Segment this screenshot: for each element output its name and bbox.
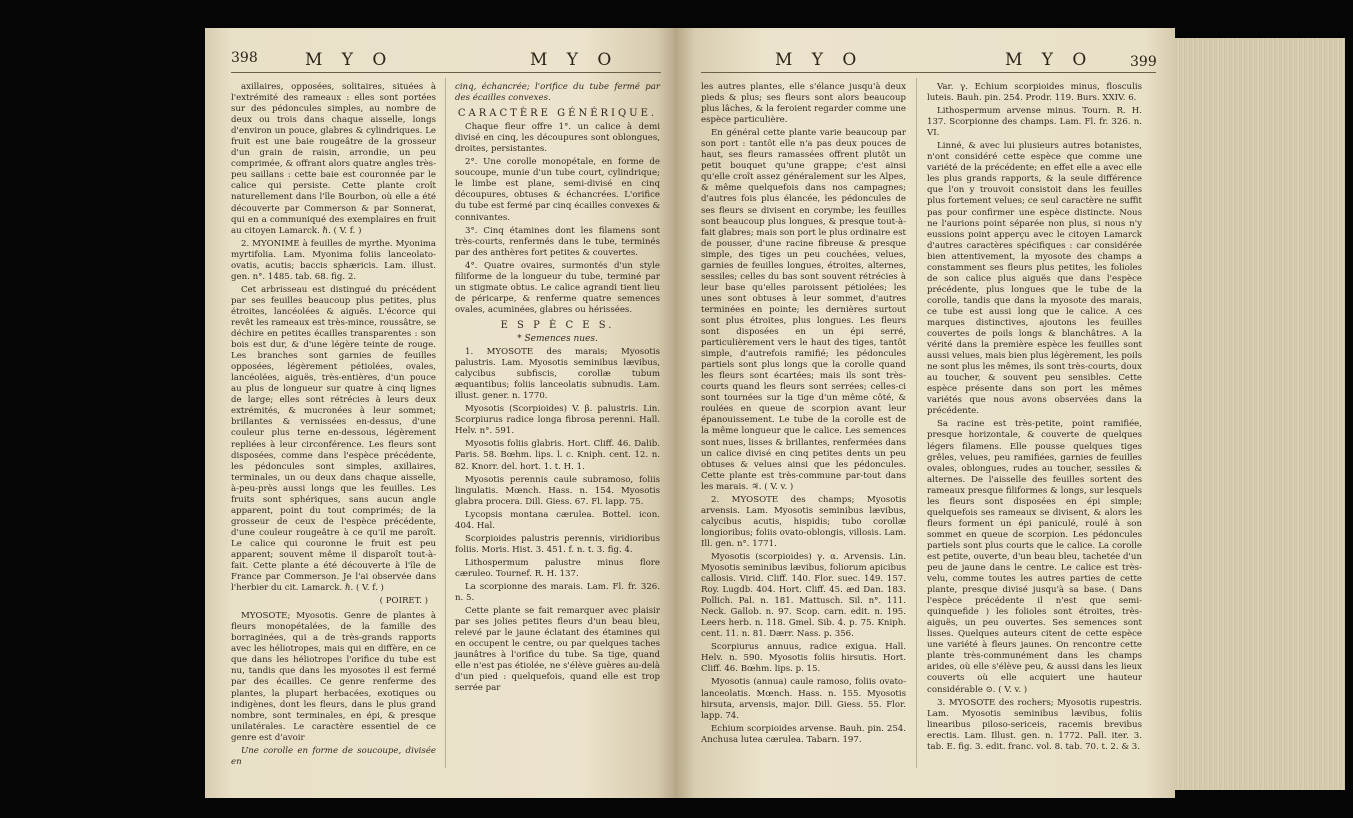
paragraph: Myosotis (annua) caule ramoso, foliis ovato-lanceolatis. Mœnch. Hass. n. 155. Myosotis hirsuta, arvensis, major. Dill. Giess. 55. Flor. lapp. 74. [701,677,906,721]
paragraph: Chaque fleur offre 1°. un calice à demi divisé en cinq, les découpures sont oblongues, droites, persistantes. [455,122,660,155]
right-page-column-2 [927,82,1142,755]
paragraph: 3. MYOSOTE des rochers; Myosotis rupestris. Lam. Myosotis seminibus lævibus, foliis linearibus piloso-sericeis, racemis brevibus erectis. Lam. Illust. gen. n. 1772. Pall. iter. 3. tab. E. fig. 3. edit. franc. vol. 8. tab. 70. t. 2. & 3. [927,697,1142,752]
page-number-left: 398 [231,50,258,66]
running-head-left-col1: M Y O [305,50,394,70]
paragraph: Scorpioides palustris perennis, viridioribus foliis. Moris. Hist. 3. 451. f. n. t. 3. fig. 4. [455,533,660,555]
header-rule [701,72,1156,73]
paragraph: Sa racine est très-petite, point ramifiée, presque horizontale, & couverte de quelques légers filamens. Elle pousse quelques tiges grêles, velues, peu ramifiées, garnies de feuilles ovales, oblongues, rudes au toucher, sessiles & alternes. De l'aisselle des feuilles sortent des rameaux presque filiformes & longs, sur lesquels les fleurs sont disposées en épi simple; quelquefois ses rameaux se divisent, & alors les fleurs forment un épi paniculé, roulé à son sommet en queue de scorpion. Les pédoncules partiels sont plus courts que le calice. La corolle est petite, ouverte, d'un beau bleu, tachetée d'un peu de jaune dans le centre. Le calice est très-velu, comme toutes les autres parties de cette plante, presque divisé jusqu'à sa base. ( Dans l'espèce précédente il n'est que semi-quinquefide ) les folioles sont étroites, très-aiguës, un peu ouvertes. Ses semences sont lisses. Quelques auteurs citent de cette espèce une variété à fleurs jaunes. On rencontre cette plante très-communément dans les champs arides, où elle s'élève peu, & aussi dans les lieux couverts où elle acquiert une hauteur considérable ⊙. ( V. v. ) [927,419,1142,695]
paragraph: La scorpionne des marais. Lam. Fl. fr. 326. n. 5. [455,581,660,604]
paragraph: Scorpiurus annuus, radice exigua. Hall. Helv. n. 590. Myosotis foliis hirsutis. Hort. Cliff. 46. Bœhm. lips. p. 15. [701,642,906,675]
running-head-left-col2: M Y O [530,50,619,70]
paragraph: axillaires, opposées, solitaires, situées à l'extrémité des rameaux : elles sont portées sur des pédoncules simples, au nombre de deux ou trois dans chaque aisselle, longs d'environ un pouce, glabres & cylindriques. Le fruit est une baie rougeâtre de la grosseur d'un grain de raisin, arrondie, un peu comprimée, & offrant alors quatre angles très-peu saillans : cette baie est couronnée par le calice qui persiste. Cette plante croît naturellement dans l'île Bourbon, où elle a été découverte par Commerson & par Sonnerat, qui en a communiqué des exemplaires en fruit au citoyen Lamarck. ℏ. ( V. f. ) [231,82,436,236]
page-number-right: 399 [1130,54,1157,70]
paragraph: Une corolle en forme de soucoupe, divisée en [231,745,436,767]
paragraph: 3°. Cinq étamines dont les filamens sont très-courts, renfermés dans le tube, terminés par des anthères fort petites & couvertes. [455,225,660,258]
paragraph: Cet arbrisseau est distingué du précédent par ses feuilles beaucoup plus petites, plus étroites, lancéolées & aiguës. L'écorce qui revêt les rameaux est très-mince, roussâtre, se déchire en petites écailles transparentes : son bois est dur, & d'une légère teinte de rouge. Les branches sont garnies de feuilles opposées, légèrement pétiolées, ovales, lancéolées, aiguës, très-entières, d'un pouce au plus de longueur sur quatre à cinq lignes de large; elles sont rétrécies à leurs deux extrémités, & mucronées à leur sommet; brillantes & vernissées en-dessus, d'une couleur plus terne en-dessous, légèrement repliées à leur circonférence. Les fleurs sont disposées, comme dans l'espèce précédente, les pédoncules sont simples, axillaires, terminales, un ou deux dans chaque aisselle, à-peu-près aussi longs que les feuilles. Les fruits sont sphériques, sans aucun angle apparent, point du tout comprimés; de la grosseur de ceux de l'espèce précédente, d'une couleur rougeâtre à ce qu'il me paroît. Le calice qui couronne le fruit est peu apparent; souvent même il disparoît tout-à-fait. Cette plante a été découverte à l'île de France par Commerson. Je l'ai observée dans l'herbier du cit. Lamarck. ℏ. ( V. f. ) [231,284,436,594]
paragraph: Linné, & avec lui plusieurs autres botanistes, n'ont considéré cette espèce que comme une variété de la précédente; en effet elle a avec elle les plus grands rapports, & la seule différence que l'on y trouvoit consistoit dans les feuilles plus fortement velues; ce seul caractère ne suffit pas pour confirmer une espèce distincte. Nous ne l'aurions point séparée non plus, si nous n'y eussions point apperçu avec le citoyen Lamarck d'autres caractères spécifiques : car considérée bien attentivement, la myosote des champs a constamment ses fleurs plus petites, les folioles de son calice plus aiguës que dans l'espèce précédente, plus longues que le tube de la corolle, tandis que dans la myosote des marais, ce tube est aussi long que le calice. A ces marques distinctives, ajoutons les feuilles couvertes de poils longs & blanchâtres. A la vérité dans la première espèce les feuilles sont aussi velues, mais bien plus légèrement, les poils ne sont plus les mêmes, ils sont très-courts, doux au toucher, & souvent peu sensibles. Cette espèce présente dans son port les mêmes variétés que nous avons observées dans la précédente. [927,141,1142,417]
paragraph: Var. γ. Echium scorpioides minus, flosculis luteis. Bauh. pin. 254. Prodr. 119. Burs. XXIV. 6. [927,82,1142,104]
paragraph: Myosotis foliis glabris. Hort. Cliff. 46. Dalib. Paris. 58. Bœhm. lips. l. c. Kniph. cent. 12. n. 82. Knorr. del. hort. 1. t. H. 1. [455,439,660,472]
paragraph: Lycopsis montana cærulea. Bottel. icon. 404. Hal. [455,509,660,531]
paragraph: les autres plantes, elle s'élance jusqu'à deux pieds & plus; ses fleurs sont alors beaucoup plus lâches, & la feroient regarder comme une espèce particulière. [701,82,906,126]
paragraph: En général cette plante varie beaucoup par son port : tantôt elle n'a pas deux pouces de haut, ses fleurs ramassées offrent plutôt un petit bouquet qu'une grappe; c'est ainsi qu'elle croît assez généralement sur les Alpes, & même quelquefois dans nos campagnes; d'autres fois plus élancée, les pédoncules de ses fleurs se divisent en corymbe; les feuilles sont beaucoup plus longues, & presque tout-à-fait glabres; mais son port le plus ordinaire est de pousser, d'une racine fibreuse & presque simple, des tiges un peu couchées, velues, garnies de feuilles longues, étroites, alternes, sessiles; celles du bas sont souvent rétrécies à leur base qu'elles paroissent pétiolées; les unes sont obtuses à leur sommet, d'autres terminées en pointe; les dernières surtout sont plus étroites, plus longues. Les fleurs sont disposées en un épi serré, particulièrement vers le haut des tiges, tantôt simple, d'autrefois ramifié; les pédoncules partiels sont plus longs que la corolle quand les fleurs sont écartées; mais ils sont très-courts quand les fleurs sont serrées; celles-ci sont tournées sur la tige d'un même côté, & roulées en queue de scorpion avant leur épanouissement. Le tube de la corolle est de la même longueur que le calice. Les semences sont nues, lisses & brillantes, renfermées dans un calice divisé en cinq petites dents un peu obtuses & velues ainsi que les pédoncules. Cette plante est très-commune par-tout dans les marais. ♃. ( V. v. ) [701,128,906,492]
paragraph: MYOSOTE; Myosotis. Genre de plantes à fleurs monopétalées, de la famille des borraginées, qui a de très-grands rapports avec les héliotropes, mais qui en diffère, en ce que dans les héliotropes l'orifice du tube est nu, tandis que dans les myosotes il est fermé par des écailles. Ce genre renferme des plantes, la plupart herbacées, exotiques ou indigènes, dont les fleurs, dans le plus grand nombre, sont terminales, en épi, & presque unilatérales. Le caractère essentiel de ce genre est d'avoir [231,611,436,743]
paragraph: Myosotis perennis caule subramoso, foliis lingulatis. Mœnch. Hass. n. 154. Myosotis glabra procera. Dill. Giess. 67. Fl. lapp. 75. [455,474,660,507]
right-page [675,28,1175,798]
author-signature: ( POIRET. ) [379,596,428,607]
paragraph: 2. MYOSOTE des champs; Myosotis arvensis. Lam. Myosotis seminibus lævibus, calycibus acutis, hispidis; tubo corollæ longioribus; foliis ovato-oblongis, villosis. Lam. Ill. gen. n°. 1771. [701,494,906,549]
paragraph: 1. MYOSOTE des marais; Myosotis palustris. Lam. Myosotis seminibus lævibus, calycibus subfiscis, corollæ tubum æquantibus; foliis lanceolatis subnudis. Lam. illust. gener. n. 1770. [455,347,660,402]
running-head-right-col1: M Y O [775,50,864,70]
header-rule [231,72,661,73]
open-book [205,28,1350,798]
paragraph: 4°. Quatre ovaires, surmontés d'un style filiforme de la longueur du tube, terminé par un stigmate obtus. Le calice agrandi tient lieu de péricarpe, & renferme quatre semences ovales, acuminées, glabres ou hérissées. [455,260,660,315]
left-page-column-1 [231,82,436,770]
column-divider [445,78,446,768]
right-page-column-1 [701,82,906,748]
paragraph: Lithospermum arvense minus. Tourn. R. H. 137. Scorpionne des champs. Lam. Fl. fr. 326. n. VI. [927,106,1142,139]
paragraph: Myosotis (Scorpioides) V. β. palustris. Lin. Scorpiurus radice longa fibrosa perenni. Hall. Helv. n°. 591. [455,404,660,437]
left-page [205,28,675,798]
paragraph: Echium scorpioides arvense. Bauh. pin. 254. Anchusa lutea cærulea. Tabarn. 197. [701,723,906,745]
paragraph: cinq, échancrée; l'orifice du tube fermé par des écailles convexes. [455,82,660,104]
paragraph: Myosotis (scorpioides) γ. α. Arvensis. Lin. Myosotis seminibus lævibus, foliorum apicibus callosis. Virid. Cliff. 140. Flor. suec. 149. 157. Roy. Lugdb. 404. Hort. Cliff. 45. æd Dan. 183. Pollich. Pal. n. 181. Mattusch. Sil. n°. 111. Neck. Gallob. n. 97. Scop. carn. edit. n. 195. Leers herb. n. 118. Gmel. Sib. 4. p. 75. Kniph. cent. 11. n. 81. Dærr. Nass. p. 356. [701,551,906,640]
left-page-column-2 [455,82,660,696]
section-heading: CARACTÈRE GÉNÉRIQUE. [457,108,658,120]
paragraph: Lithospermum palustre minus flore cæruleo. Tournef. R. H. 137. [455,557,660,579]
subsection-heading: * Semences nues. [517,333,598,344]
paragraph: Cette plante se fait remarquer avec plaisir par ses jolies petites fleurs d'un beau bleu, relevé par le jaune éclatant des étamines qui en occupent le centre, ou par quelques taches jaunâtres à l'orifice du tube. Sa tige, quand elle n'est pas étiolée, ne s'élève guères au-delà d'un pied : quelquefois, quand elle est trop serrée par [455,606,660,694]
running-head-right-col2: M Y O [1005,50,1094,70]
column-divider [916,78,917,768]
page-edges [1175,38,1345,790]
paragraph: 2°. Une corolle monopétale, en forme de soucoupe, munie d'un tube court, cylindrique; le limbe est plane, semi-divisé en cinq découpures, obtuses & échancrées. L'orifice du tube est fermé par cinq écailles convexes & connivantes. [455,157,660,223]
paragraph: 2. MYONIME à feuilles de myrthe. Myonima myrtifolia. Lam. Myonima foliis lanceolato-ovatis, acutis; baccis sphæricis. Lam. illust. gen. n°. 1485. tab. 68. fig. 2. [231,238,436,282]
section-heading: E S P È C E S. [500,319,615,331]
